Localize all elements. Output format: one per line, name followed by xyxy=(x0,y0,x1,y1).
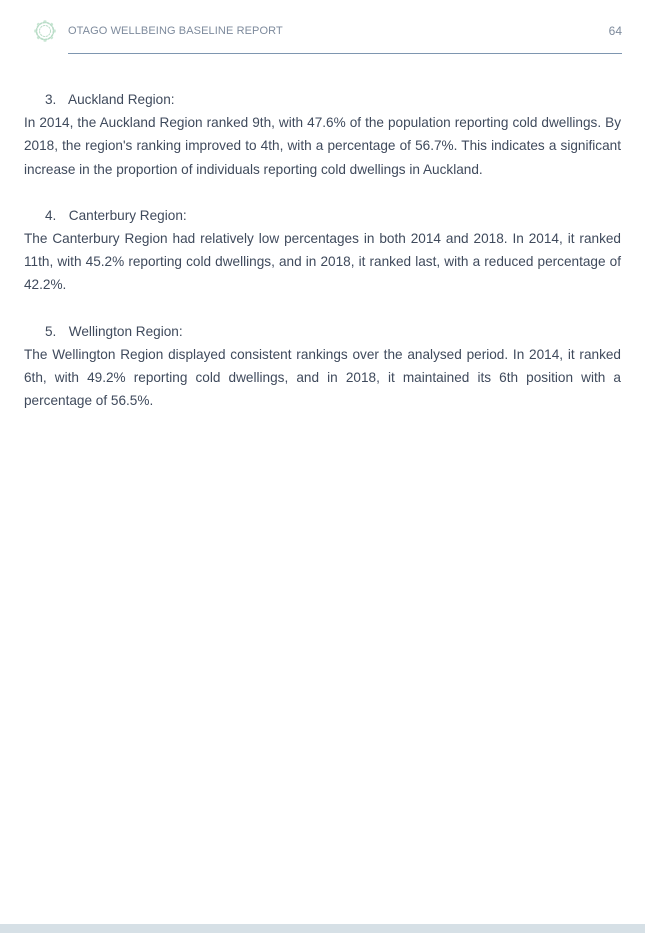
footer-bar xyxy=(0,924,645,933)
section-title: Wellington Region: xyxy=(68,323,183,339)
report-title: OTAGO WELLBEING BASELINE REPORT xyxy=(68,25,283,37)
page-number: 64 xyxy=(608,24,622,38)
section-paragraph: The Wellington Region displayed consistent rankings over the analysed period. In 2014, it ranked 6th, with 49.2% reporting cold dwellings, and in 2018, it maintained its 6th position with a percentage of 56.5%. xyxy=(24,346,621,409)
list-number: 4. xyxy=(45,207,57,223)
page-header xyxy=(0,0,645,60)
section-heading xyxy=(24,204,621,227)
section-title: Canterbury Region: xyxy=(68,207,187,223)
list-number: 3. xyxy=(45,92,57,107)
list-number: 5. xyxy=(45,323,57,339)
section-heading xyxy=(24,88,621,111)
section-paragraph: In 2014, the Auckland Region ranked 9th, with 47.6% of the population reporting cold dwellings. By 2018, the region's ranking improved to 4th, with a percentage of 56.7%. This indicates a significant increase in the proportion of individuals reporting cold dwellings in Auckland. xyxy=(24,115,621,177)
section-auckland xyxy=(24,88,621,181)
section-title: Auckland Region: xyxy=(68,92,175,107)
section-canterbury xyxy=(24,204,621,297)
section-wellington xyxy=(24,320,621,413)
header-divider xyxy=(68,53,622,54)
section-paragraph: The Canterbury Region had relatively low percentages in both 2014 and 2018. In 2014, it ranked 11th, with 45.2% reporting cold dwellings, and in 2018, it ranked last, with a reduced percentage of 42.2%. xyxy=(24,230,621,293)
document-body xyxy=(24,88,621,436)
section-heading xyxy=(24,320,621,343)
leaf-wreath-icon xyxy=(33,19,57,43)
